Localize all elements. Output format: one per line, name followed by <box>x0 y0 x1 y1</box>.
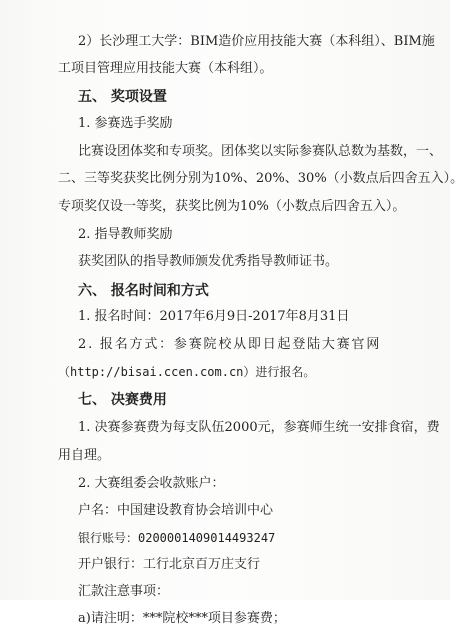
bank-name-line: 开户银行：工行北京百万庄支行 <box>78 557 261 572</box>
registration-method-line: 2. 报名方式：参赛院校从即日起登陆大赛官网 <box>78 337 382 352</box>
account-number-line: 银行账号：0200001409014493247 <box>78 531 276 545</box>
body-line-5: 专项奖仅设一等奖，获奖比例为10%（小数点后四舍五入）。 <box>58 199 406 214</box>
remittance-note-a: a)请注明：***院校***项目参赛费； <box>78 611 286 626</box>
subheading-contestant-awards: 1. 参赛选手奖励 <box>78 116 173 131</box>
body-line-2: 工项目管理应用技能大赛（本科组）。 <box>58 61 273 76</box>
section-heading-final-fees: 七、 决赛费用 <box>78 392 167 408</box>
body-line-4: 二、三等奖获奖比例分别为10%、20%、30%（小数点后四舍五入）。 <box>58 171 463 186</box>
account-name-line: 户名：中国建设教育协会培训中心 <box>78 503 274 518</box>
body-line-3: 比赛设团体奖和专项奖。团体奖以实际参赛队总数为基数，一、 <box>78 144 443 159</box>
account-heading-line: 2. 大赛组委会收款账户： <box>78 476 225 491</box>
registration-time-line: 1. 报名时间：2017年6月9日-2017年8月31日 <box>78 309 350 324</box>
section-heading-registration: 六、 报名时间和方式 <box>78 283 209 299</box>
body-line-1: 2）长沙理工大学：BIM造价应用技能大赛（本科组）、BIM施 <box>78 34 435 49</box>
fee-line-2: 用自理。 <box>58 448 111 463</box>
remittance-note-heading: 汇款注意事项： <box>78 584 170 599</box>
registration-url-line: （http://bisai.ccen.com.cn）进行报名。 <box>58 365 316 379</box>
body-line-6: 获奖团队的指导教师颁发优秀指导教师证书。 <box>78 254 339 269</box>
subheading-teacher-awards: 2. 指导教师奖励 <box>78 227 173 242</box>
fee-line-1: 1. 决赛参赛费为每支队伍2000元，参赛师生统一安排食宿，费 <box>78 420 440 435</box>
section-heading-awards: 五、 奖项设置 <box>78 89 167 105</box>
